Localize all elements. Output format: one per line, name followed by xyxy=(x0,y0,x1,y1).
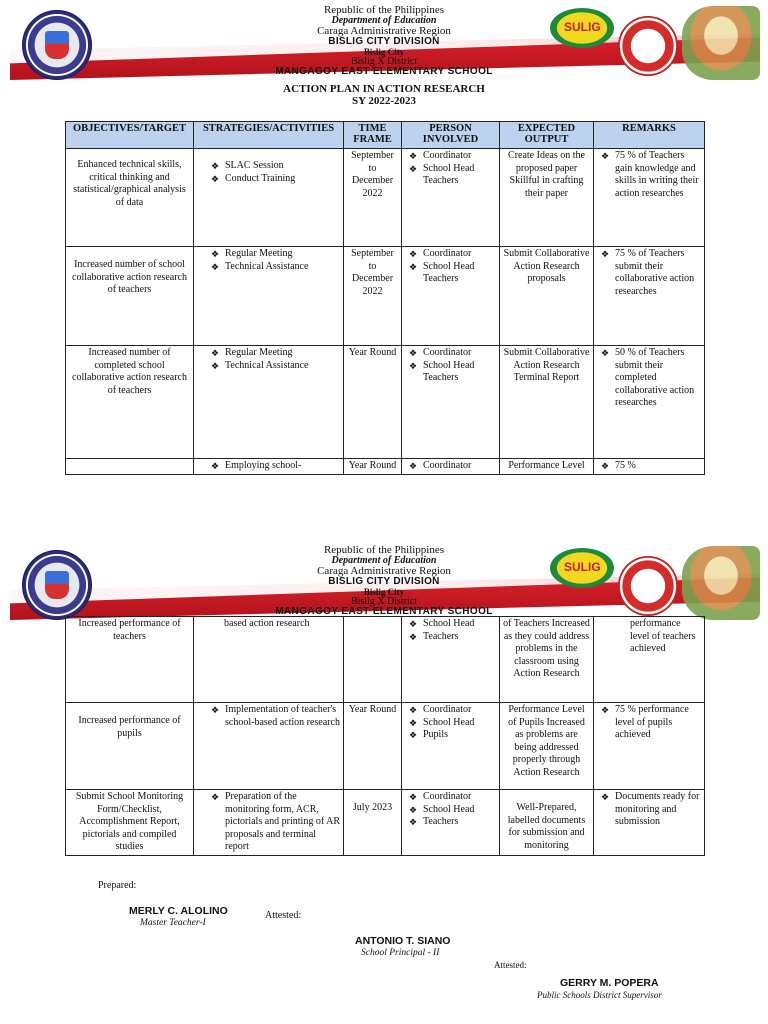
persons-cell xyxy=(402,790,500,856)
list-item: ❖ Technical Assistance xyxy=(225,360,340,373)
header-division: BISLIG CITY DIVISION xyxy=(328,576,440,587)
remarks-cell xyxy=(594,247,705,346)
list-item: ❖ Coordinator xyxy=(423,347,496,360)
list-item: ❖ Coordinator xyxy=(423,150,496,163)
list-item: ❖ 75 % of Teachers gain knowledge and skills in writing their action researches xyxy=(615,150,701,200)
objective-cell xyxy=(66,459,194,475)
table-header-row xyxy=(66,122,705,149)
header-school: MANGAGOY EAST ELEMENTARY SCHOOL xyxy=(275,606,493,617)
table-row xyxy=(66,247,705,346)
header-department: Department of Education xyxy=(331,555,437,566)
list-item: ❖ School Head xyxy=(423,618,496,631)
list-item: ❖ Coordinator xyxy=(423,791,496,804)
list-item: ❖ Coordinator xyxy=(423,248,496,261)
output-cell: Performance Level of Pupils Increased as problems are being addressed properly through Action Research xyxy=(500,703,594,790)
remarks-cell xyxy=(594,703,705,790)
time-frame-cell: Year Round xyxy=(344,459,402,475)
list-item: ❖ School Head Teachers xyxy=(423,163,496,188)
strategies-cell xyxy=(194,149,344,247)
sulig-logo: SULIG xyxy=(550,548,614,588)
action-plan-table xyxy=(65,121,705,475)
prepared-label: Prepared: xyxy=(98,880,137,891)
table-row xyxy=(66,617,705,703)
col-header-objectives: OBJECTIVES/TARGET xyxy=(66,122,194,149)
list-item: ❖ 50 % of Teachers submit their completed collaborative action researches xyxy=(615,347,701,410)
output-cell: Performance Level xyxy=(500,459,594,475)
persons-cell xyxy=(402,617,500,703)
document-title: ACTION PLAN IN ACTION RESEARCH xyxy=(283,83,485,95)
persons-cell xyxy=(402,247,500,346)
persons-cell xyxy=(402,346,500,459)
list-item: ❖ Implementation of teacher's school-based action research xyxy=(225,704,340,729)
list-item: ❖ School Head Teachers xyxy=(423,261,496,286)
remarks-cell xyxy=(594,790,705,856)
header-district: Bislig X District xyxy=(350,56,418,67)
list-item: ❖ 75 % of Teachers submit their collaborative action researches xyxy=(615,248,701,298)
persons-cell xyxy=(402,703,500,790)
table-row xyxy=(66,459,705,475)
col-header-expected-output: EXPECTED OUTPUT xyxy=(500,122,594,149)
table-row xyxy=(66,149,705,247)
col-header-remarks: REMARKS xyxy=(594,122,705,149)
output-cell: Well-Prepared, labelled documents for submission and monitoring xyxy=(500,790,594,856)
header-region: Caraga Administrative Region xyxy=(317,565,451,577)
page-2 xyxy=(0,540,768,860)
header-department: Department of Education xyxy=(331,15,437,26)
list-item: ❖ Pupils xyxy=(423,729,496,742)
header-region: Caraga Administrative Region xyxy=(317,25,451,37)
time-frame-cell: September to December 2022 xyxy=(344,149,402,247)
list-item: ❖ 75 % xyxy=(615,460,701,473)
header-city: Bislig City xyxy=(363,47,405,57)
table-row xyxy=(66,790,705,856)
list-item: ❖ School Head Teachers xyxy=(423,360,496,385)
list-item: ❖ Regular Meeting xyxy=(225,248,340,261)
list-item: ❖ Coordinator xyxy=(423,460,496,473)
objective-cell: Increased number of school collaborative action research of teachers xyxy=(66,247,194,346)
remarks-cell: performance level of teachers achieved xyxy=(594,617,705,703)
strategies-cell xyxy=(194,247,344,346)
list-item: ❖ Regular Meeting xyxy=(225,347,340,360)
header-district: Bislig X District xyxy=(350,596,418,607)
header-republic: Republic of the Philippines xyxy=(323,4,445,16)
list-item: ❖ Preparation of the monitoring form, ACR, pictorials and printing of AR proposals and terminal report xyxy=(225,791,340,854)
list-item: ❖ Conduct Training xyxy=(225,173,340,186)
col-header-person-involved: PERSON INVOLVED xyxy=(402,122,500,149)
header-republic: Republic of the Philippines xyxy=(323,544,445,556)
attested-by-role-1: School Principal - II xyxy=(361,948,440,958)
table-row xyxy=(66,346,705,459)
header-division: BISLIG CITY DIVISION xyxy=(328,36,440,47)
list-item: ❖ SLAC Session xyxy=(225,160,340,173)
list-item: ❖ Documents ready for monitoring and submission xyxy=(615,791,701,829)
time-frame-cell xyxy=(344,617,402,703)
prepared-by-role: Master Teacher-I xyxy=(140,918,206,928)
list-item: ❖ Coordinator xyxy=(423,704,496,717)
page-1 xyxy=(0,0,768,472)
action-plan-table-continued xyxy=(65,616,705,856)
strategies-cell xyxy=(194,459,344,475)
objective-cell: Submit School Monitoring Form/Checklist, Accomplishment Report, pictorials and compiled studies xyxy=(66,790,194,856)
remarks-cell xyxy=(594,346,705,459)
remarks-cell xyxy=(594,149,705,247)
time-frame-cell: July 2023 xyxy=(344,790,402,856)
list-item: ❖ Teachers xyxy=(423,816,496,829)
sulig-logo: SULIG xyxy=(550,8,614,48)
attested-by-name-2: GERRY M. POPERA xyxy=(560,977,659,989)
objective-cell: Increased performance of teachers xyxy=(66,617,194,703)
attested-by-name-1: ANTONIO T. SIANO xyxy=(355,935,451,947)
list-item: ❖ School Head xyxy=(423,717,496,730)
school-year: SY 2022-2023 xyxy=(351,95,417,107)
output-cell: Submit Collaborative Action Research Terminal Report xyxy=(500,346,594,459)
attested-by-role-2: Public Schools District Supervisor xyxy=(537,990,662,1000)
list-item: ❖ Teachers xyxy=(423,631,496,644)
strategies-cell xyxy=(194,703,344,790)
persons-cell xyxy=(402,459,500,475)
col-header-strategies: STRATEGIES/ACTIVITIES xyxy=(194,122,344,149)
table-row xyxy=(66,703,705,790)
header-city: Bislig City xyxy=(363,587,405,597)
list-item: ❖ Technical Assistance xyxy=(225,261,340,274)
persons-cell xyxy=(402,149,500,247)
objective-cell: Increased number of completed school collaborative action research of teachers xyxy=(66,346,194,459)
attested-label-1: Attested: xyxy=(265,910,302,921)
strategies-cell xyxy=(194,346,344,459)
output-cell: Submit Collaborative Action Research proposals xyxy=(500,247,594,346)
list-item: ❖ School Head xyxy=(423,804,496,817)
output-cell: Create Ideas on the proposed paper Skillful in crafting their paper xyxy=(500,149,594,247)
attested-label-2: Attested: xyxy=(494,960,527,970)
prepared-by-name: MERLY C. ALOLINO xyxy=(129,905,228,917)
list-item: ❖ Employing school- xyxy=(225,460,340,473)
objective-cell: Increased performance of pupils xyxy=(66,703,194,790)
col-header-time-frame: TIME FRAME xyxy=(344,122,402,149)
strategies-cell: based action research xyxy=(194,617,344,703)
list-item: ❖ 75 % performance level of pupils achieved xyxy=(615,704,701,742)
time-frame-cell: September to December 2022 xyxy=(344,247,402,346)
header-school: MANGAGOY EAST ELEMENTARY SCHOOL xyxy=(275,66,493,77)
time-frame-cell: Year Round xyxy=(344,346,402,459)
time-frame-cell: Year Round xyxy=(344,703,402,790)
output-cell: of Teachers Increased as they could address problems in the classroom using Action Research xyxy=(500,617,594,703)
remarks-cell xyxy=(594,459,705,475)
strategies-cell xyxy=(194,790,344,856)
objective-cell: Enhanced technical skills, critical thinking and statistical/graphical analysis of data xyxy=(66,149,194,247)
